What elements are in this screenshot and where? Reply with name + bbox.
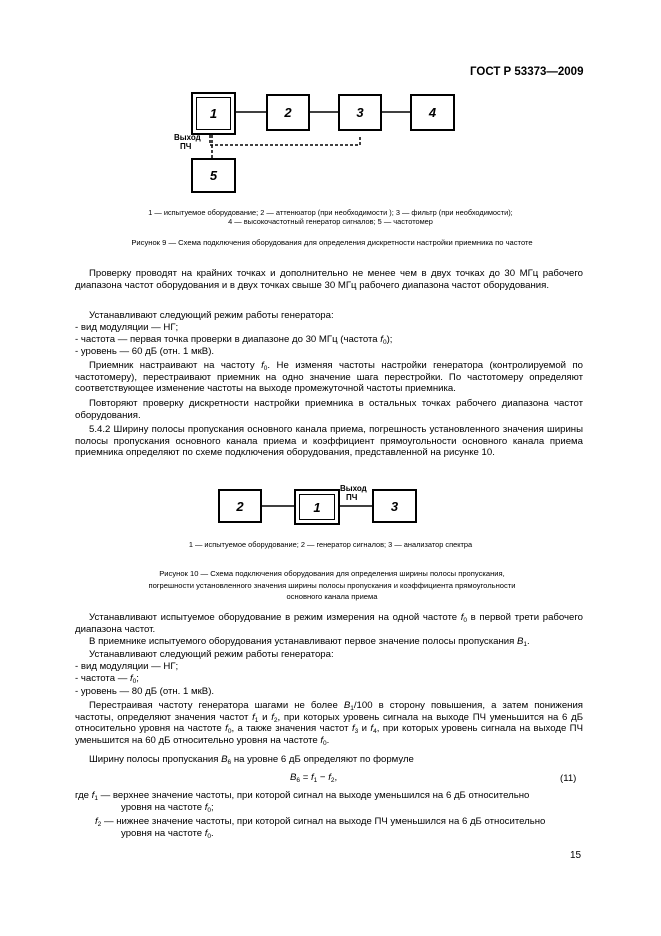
paragraph: Повторяют проверку дискретности настройки приемника в остальных точках рабочего диапазона частот оборудования.: [75, 398, 583, 421]
fig10-box-3: 3: [372, 489, 417, 523]
paragraph: 5.4.2 Ширину полосы пропускания основного канала приема, погрешность установленного значения ширины полосы пропускания основного канала приема и коэффициент прямоугольности основного канала приема приемника определяют по схеме подключения оборудования, представленной на рисунке 10.: [75, 424, 583, 459]
paragraph: Устанавливают испытуемое оборудование в режим измерения на одной частоте $f_0$ в первой трети рабочего диапазона частот.: [75, 612, 583, 635]
formula-number: (11): [560, 773, 577, 784]
fig9-output-label: Выход ПЧ: [174, 133, 201, 151]
fig9-legend: 1 — испытуемое оборудование; 2 — аттенюатор (при необходимости ); 3 — фильтр (при необходимости); 4 — высокочастотный генератор сигналов; 5 — частотомер: [148, 208, 513, 226]
paragraph: В приемнике испытуемого оборудования устанавливают первое значение полосы пропускания $B_1$.: [89, 636, 530, 648]
document-header: ГОСТ Р 53373—2009: [470, 66, 584, 78]
paragraph: Устанавливают следующий режим работы генератора:: [89, 649, 334, 660]
fig10-box-2: 2: [218, 489, 262, 523]
paragraph: Перестраивая частоту генератора шагами не более $B_1/100$ в сторону повышения, а затем понижения частоты, определяют значения частот $f_1$ и $f_2$, при которых уровень сигнала на выходе ПЧ уменьшится на 6 дБ относительно уровня на частоте $f_0$, а также значения частот $f_3$ и $f_4$, при которых уровень сигнала на выходе ПЧ уменьшится на 60 дБ относительно уровня на частоте $f_0$.: [75, 700, 584, 747]
fig9-box-1: 1: [191, 92, 236, 135]
page-number: 15: [570, 850, 582, 861]
list-item: - вид модуляции — НГ;: [75, 661, 179, 672]
fig10-caption: Рисунок 10 — Схема подключения оборудования для определения ширины полосы пропускания, погрешности установленного значения ширины полосы пропускания и коэффициента прямоугольности основного канала приема: [148, 569, 516, 601]
paragraph: Проверку проводят на крайних точках и дополнительно не менее чем в двух точках до 30 МГц рабочего диапазона частот оборудования и в двух точках свыше 30 МГц рабочего диапазона частот оборудования.: [75, 268, 583, 291]
fig9-box-2: 2: [266, 94, 310, 131]
definition-f2: $f_2$ — нижнее значение частоты, при которой сигнал на выходе ПЧ уменьшился на 6 дБ относительно уровня на частоте $f_0$.: [95, 816, 546, 840]
fig9-box-4: 4: [410, 94, 455, 131]
list-item: - частота — первая точка проверки в диапазоне до 30 МГц (частота $f_0$);: [75, 334, 393, 346]
list-item: - частота — $f_0$;: [75, 673, 139, 685]
list-item: - вид модуляции — НГ;: [75, 322, 179, 333]
paragraph: Ширину полосы пропускания $B_6$ на уровне 6 дБ определяют по формуле: [89, 754, 414, 766]
list-item: - уровень — 80 дБ (отн. 1 мкВ).: [75, 686, 215, 697]
definition-f1: где $f_1$ — верхнее значение частоты, при которой сигнал на выходе уменьшился на 6 дБ относительно уровня на частоте $f_0$;: [75, 790, 530, 814]
fig9-box-5: 5: [191, 158, 236, 193]
formula-11: $B_6 = f_1 - f_2$,: [290, 772, 338, 784]
fig10-legend: 1 — испытуемое оборудование; 2 — генератор сигналов; 3 — анализатор спектра: [188, 540, 473, 549]
paragraph: Приемник настраивают на частоту $f_0$. Не изменяя частоты настройки генератора (контролируемой по частотомеру), перестраивают приемник на одно значение шага перестройки. По частотомеру определяют соответствующее изменение частоты на выходе промежуточной частоты приемника.: [75, 360, 583, 395]
fig10-box-1: 1: [294, 489, 340, 525]
paragraph: Устанавливают следующий режим работы генератора:: [89, 310, 334, 321]
fig9-caption: Рисунок 9 — Схема подключения оборудования для определения дискретности настройки приемника по частоте: [131, 238, 533, 247]
fig10-output-label: Выход ПЧ: [340, 484, 367, 502]
list-item: - уровень — 60 дБ (отн. 1 мкВ).: [75, 346, 215, 357]
fig9-box-3: 3: [338, 94, 382, 131]
